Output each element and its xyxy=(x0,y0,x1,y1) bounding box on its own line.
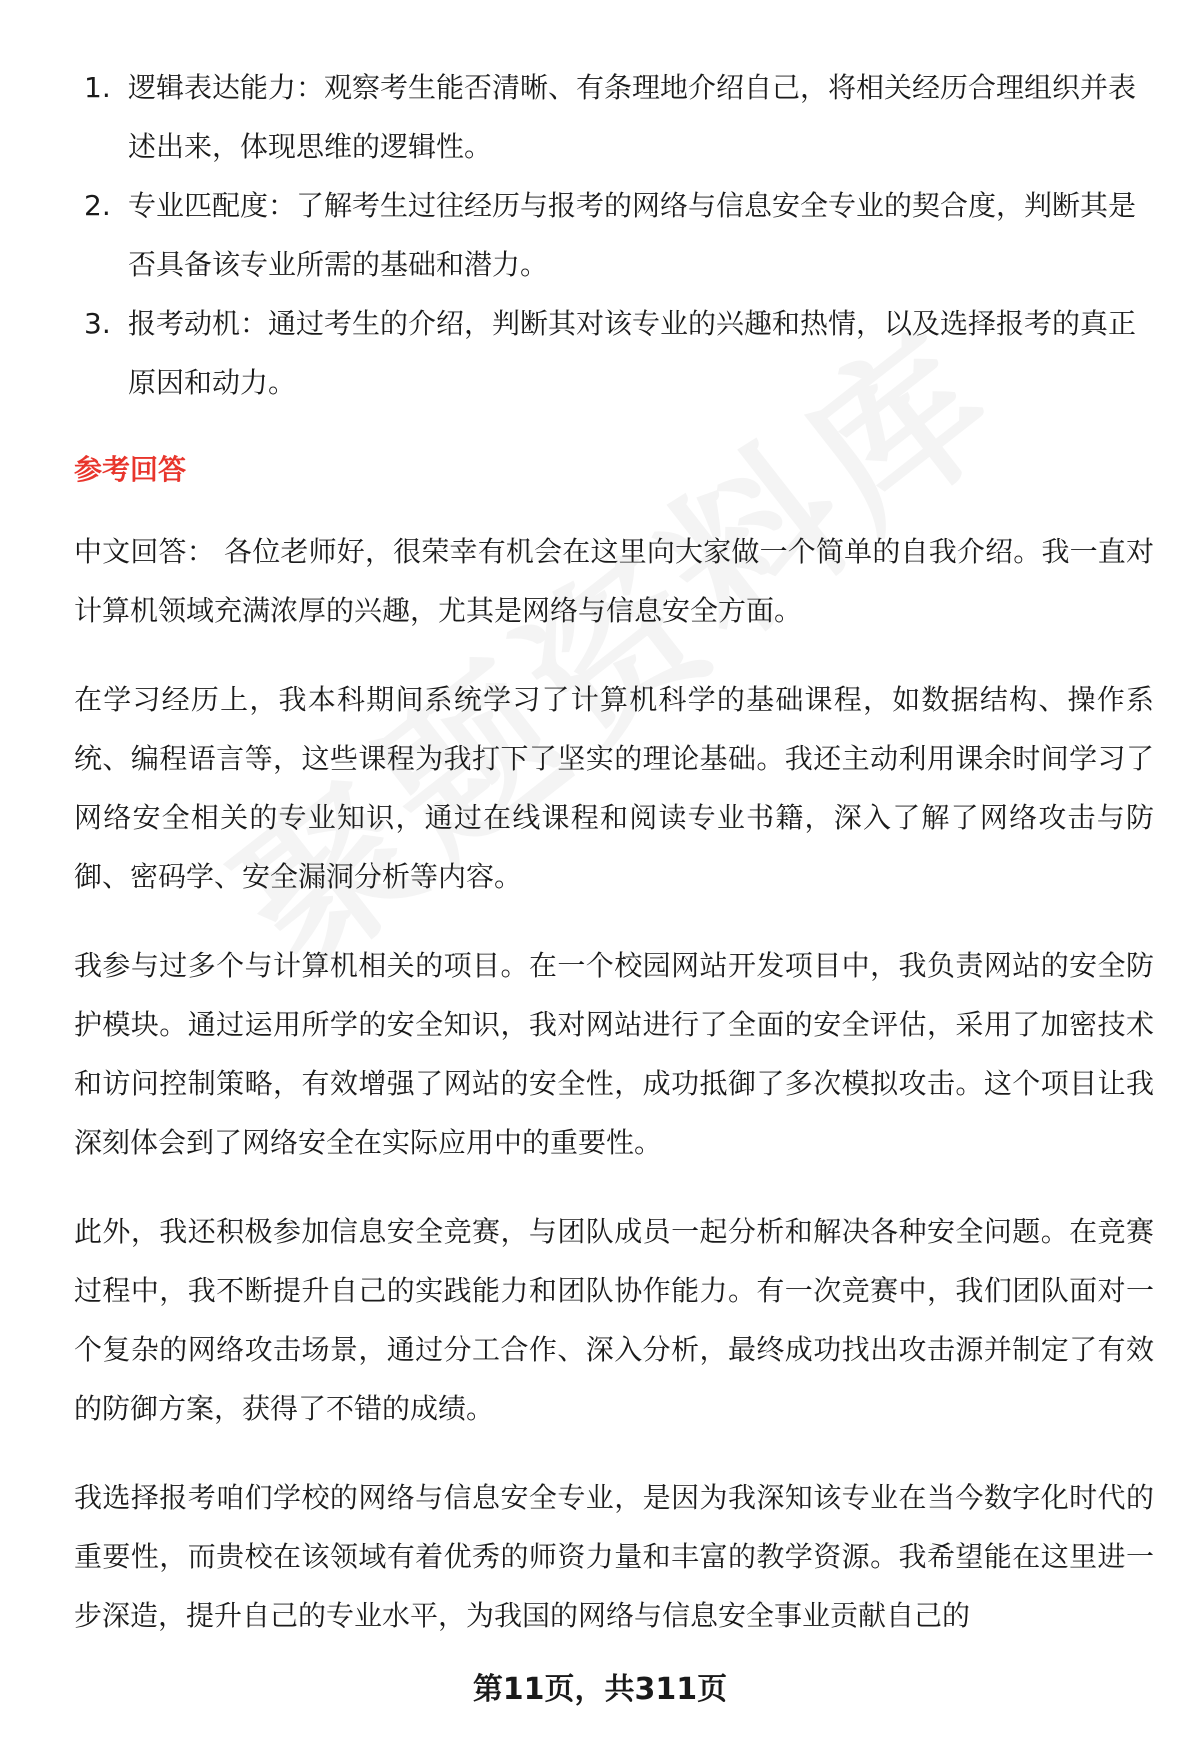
criteria-number: 1. xyxy=(84,71,111,104)
page-content xyxy=(74,58,1154,1645)
criteria-text: 逻辑表达能力：观察考生能否清晰、有条理地介绍自己，将相关经历合理组织并表述出来，体现思维的逻辑性。 xyxy=(128,71,1137,163)
reference-answer-heading: 参考回答 xyxy=(74,453,187,486)
page-number-footer: 第11页，共311页 xyxy=(472,1672,728,1707)
answer-paragraph: 此外，我还积极参加信息安全竞赛，与团队成员一起分析和解决各种安全问题。在竞赛过程中，我不断提升自己的实践能力和团队协作能力。有一次竞赛中，我们团队面对一个复杂的网络攻击场景，通过分工合作、深入分析，最终成功找出攻击源并制定了有效的防御方案，获得了不错的成绩。 xyxy=(74,1215,1154,1425)
criteria-text: 专业匹配度：了解考生过往经历与报考的网络与信息安全专业的契合度，判断其是否具备该专业所需的基础和潜力。 xyxy=(128,189,1137,281)
criteria-item-1 xyxy=(74,58,1154,176)
answer-paragraph: 中文回答： 各位老师好，很荣幸有机会在这里向大家做一个简单的自我介绍。我一直对计算机领域充满浓厚的兴趣，尤其是网络与信息安全方面。 xyxy=(74,535,1154,627)
answer-paragraph: 在学习经历上，我本科期间系统学习了计算机科学的基础课程，如数据结构、操作系统、编程语言等，这些课程为我打下了坚实的理论基础。我还主动利用课余时间学习了网络安全相关的专业知识，通过在线课程和阅读专业书籍，深入了解了网络攻击与防御、密码学、安全漏洞分析等内容。 xyxy=(74,683,1154,893)
criteria-list xyxy=(74,58,1154,412)
criteria-text: 报考动机：通过考生的介绍，判断其对该专业的兴趣和热情，以及选择报考的真正原因和动力。 xyxy=(128,307,1137,399)
criteria-number: 2. xyxy=(84,189,111,222)
criteria-item-2 xyxy=(74,176,1154,294)
answer-paragraph: 我选择报考咱们学校的网络与信息安全专业，是因为我深知该专业在当今数字化时代的重要性，而贵校在该领域有着优秀的师资力量和丰富的教学资源。我希望能在这里进一步深造，提升自己的专业水平，为我国的网络与信息安全事业贡献自己的 xyxy=(74,1481,1154,1632)
answer-paragraph: 我参与过多个与计算机相关的项目。在一个校园网站开发项目中，我负责网站的安全防护模块。通过运用所学的安全知识，我对网站进行了全面的安全评估，采用了加密技术和访问控制策略，有效增强了网站的安全性，成功抵御了多次模拟攻击。这个项目让我深刻体会到了网络安全在实际应用中的重要性。 xyxy=(74,949,1154,1159)
criteria-number: 3. xyxy=(84,307,111,340)
criteria-item-3 xyxy=(74,294,1154,412)
